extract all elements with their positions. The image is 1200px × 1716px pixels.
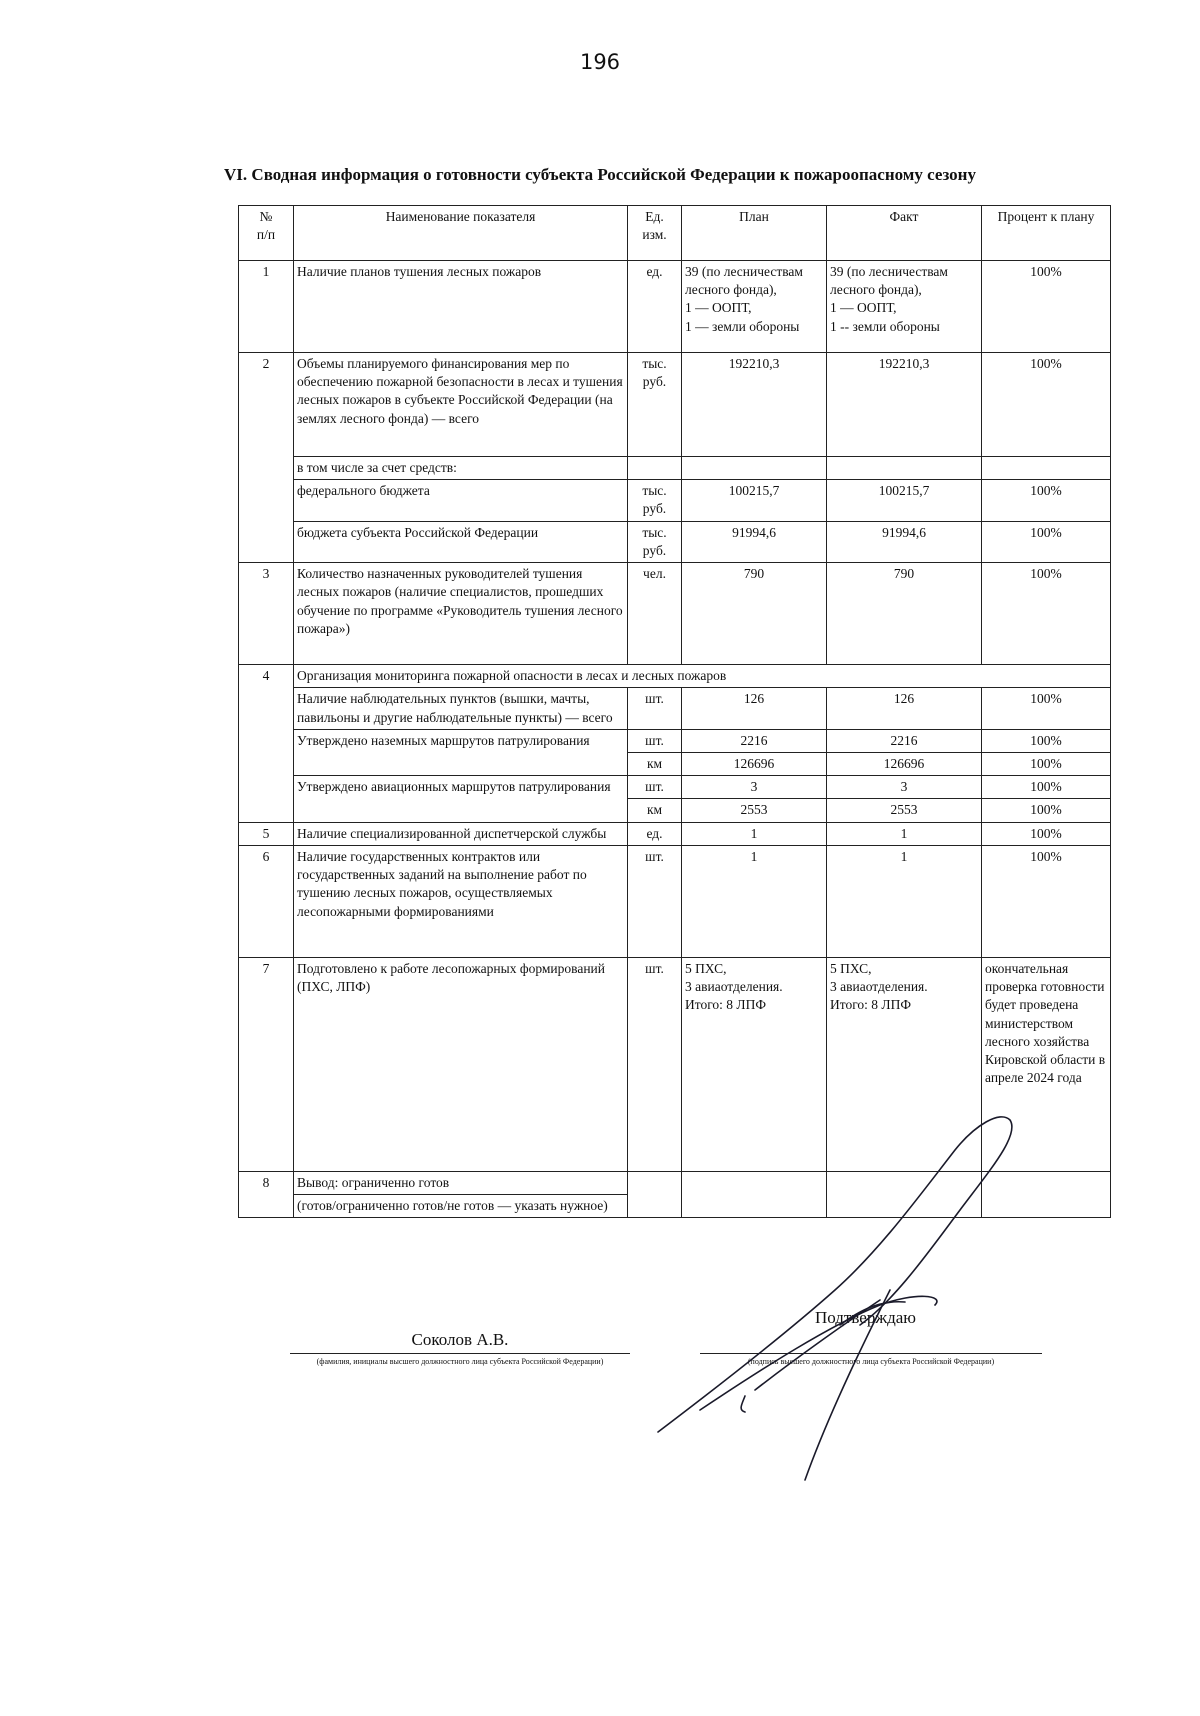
page-number: 196 — [579, 50, 621, 74]
row-fact: 192210,3 — [827, 353, 982, 457]
row-plan: 1 — [682, 822, 827, 845]
table-row — [239, 688, 1111, 729]
row-plan: 126696 — [682, 752, 827, 775]
row-percent: 100% — [982, 353, 1111, 457]
row-name: Количество назначенных руководителей тушения лесных пожаров (наличие специалистов, прошедших обучение по программе «Руководитель тушения лесного пожара») — [294, 563, 628, 665]
table-row — [239, 665, 1111, 688]
row-unit: шт. — [628, 776, 682, 799]
row-plan: 192210,3 — [682, 353, 827, 457]
row-percent: окончательная проверка готовности будет проведена министерством лесного хозяйства Кировской области в апреле 2024 года — [982, 957, 1111, 1171]
row-percent: 100% — [982, 480, 1111, 521]
row-name: Наличие наблюдательных пунктов (вышки, мачты, павильоны и другие наблюдательные пункты) — всего — [294, 688, 628, 729]
row-fact: 1 — [827, 822, 982, 845]
table-row — [239, 1171, 1111, 1194]
row-unit: ед. — [628, 261, 682, 353]
row-fact: 39 (по лесничествам лесного фонда), 1 — ООПТ, 1 -- земли обороны — [827, 261, 982, 353]
row-percent: 100% — [982, 688, 1111, 729]
table-row — [239, 261, 1111, 353]
header-num: № п/п — [239, 206, 294, 261]
row-plan: 2553 — [682, 799, 827, 822]
row-unit: км — [628, 799, 682, 822]
row-unit: шт. — [628, 845, 682, 957]
row-unit: шт. — [628, 729, 682, 752]
row-num: 7 — [239, 957, 294, 1171]
table-row — [239, 563, 1111, 665]
row-percent: 100% — [982, 752, 1111, 775]
name-caption: (фамилия, инициалы высшего должностного лица субъекта Российской Федерации) — [316, 1357, 604, 1366]
header-name: Наименование показателя — [294, 206, 628, 261]
row-fact: 790 — [827, 563, 982, 665]
row-fact: 3 — [827, 776, 982, 799]
row-unit: ед. — [628, 822, 682, 845]
row-plan: 2216 — [682, 729, 827, 752]
row-plan: 126 — [682, 688, 827, 729]
table-row — [239, 353, 1111, 457]
row-subheader: в том числе за счет средств: — [294, 457, 628, 480]
row-fact: 1 — [827, 845, 982, 957]
readiness-summary-table — [238, 205, 1111, 1218]
table-row — [239, 729, 1111, 752]
row-unit: шт. — [628, 688, 682, 729]
row-fact: 100215,7 — [827, 480, 982, 521]
official-name: Соколов А.В. — [411, 1330, 509, 1349]
row-name: Утверждено наземных маршрутов патрулирования — [294, 729, 628, 775]
row-num: 8 — [239, 1171, 294, 1217]
row-percent: 100% — [982, 521, 1111, 562]
row-percent: 100% — [982, 776, 1111, 799]
row-unit: тыс. руб. — [628, 521, 682, 562]
row-num: 1 — [239, 261, 294, 353]
row-name: Наличие государственных контрактов или государственных заданий на выполнение работ по тушению лесных пожаров, осуществляемых лесопожарными формированиями — [294, 845, 628, 957]
header-percent: Процент к плану — [982, 206, 1111, 261]
row-percent: 100% — [982, 563, 1111, 665]
signature-caption: (подпись высшего должностного лица субъекта Российской Федерации) — [747, 1357, 995, 1366]
row-percent: 100% — [982, 799, 1111, 822]
row-name: Наличие планов тушения лесных пожаров — [294, 261, 628, 353]
row-unit: чел. — [628, 563, 682, 665]
row-plan: 1 — [682, 845, 827, 957]
row-percent: 100% — [982, 261, 1111, 353]
row-unit: тыс. руб. — [628, 353, 682, 457]
row-fact: 5 ПХС, 3 авиаотделения. Итого: 8 ЛПФ — [827, 957, 982, 1171]
table-row — [239, 957, 1111, 1171]
row-plan: 100215,7 — [682, 480, 827, 521]
row-unit: тыс. руб. — [628, 480, 682, 521]
row-plan: 39 (по лесничествам лесного фонда), 1 — ООПТ, 1 — земли обороны — [682, 261, 827, 353]
row-fact: 126 — [827, 688, 982, 729]
row-plan: 5 ПХС, 3 авиаотделения. Итого: 8 ЛПФ — [682, 957, 827, 1171]
row-plan: 91994,6 — [682, 521, 827, 562]
row-plan: 790 — [682, 563, 827, 665]
signature-line — [700, 1353, 1042, 1354]
row-num: 4 — [239, 665, 294, 823]
row-plan: 3 — [682, 776, 827, 799]
row-note: (готов/ограниченно готов/не готов — указать нужное) — [294, 1195, 628, 1218]
name-line — [290, 1353, 630, 1354]
row-name: Подготовлено к работе лесопожарных формирований (ПХС, ЛПФ) — [294, 957, 628, 1171]
table-row — [239, 822, 1111, 845]
section-title: VI. Сводная информация о готовности субъекта Российской Федерации к пожароопасному сезону — [224, 165, 976, 184]
row-name: Наличие специализированной диспетчерской службы — [294, 822, 628, 845]
row-unit: км — [628, 752, 682, 775]
table-row — [239, 521, 1111, 562]
row-name: Вывод: ограниченно готов — [294, 1171, 628, 1194]
row-name: Утверждено авиационных маршрутов патрулирования — [294, 776, 628, 822]
table-row — [239, 776, 1111, 799]
row-unit: шт. — [628, 957, 682, 1171]
row-num: 2 — [239, 353, 294, 563]
row-fact: 91994,6 — [827, 521, 982, 562]
table-row — [239, 457, 1111, 480]
row-name: Организация мониторинга пожарной опасности в лесах и лесных пожаров — [294, 665, 1111, 688]
header-unit: Ед. изм. — [628, 206, 682, 261]
row-percent: 100% — [982, 822, 1111, 845]
row-name: бюджета субъекта Российской Федерации — [294, 521, 628, 562]
row-num: 3 — [239, 563, 294, 665]
header-fact: Факт — [827, 206, 982, 261]
row-percent: 100% — [982, 729, 1111, 752]
table-header-row — [239, 206, 1111, 261]
row-name: Объемы планируемого финансирования мер по обеспечению пожарной безопасности в лесах и тушения лесных пожаров в субъекте Российской Федерации (на землях лесного фонда) — всего — [294, 353, 628, 457]
row-fact: 2216 — [827, 729, 982, 752]
row-name: федерального бюджета — [294, 480, 628, 521]
table-row — [239, 845, 1111, 957]
table-row — [239, 480, 1111, 521]
signature-block — [0, 1300, 1200, 1500]
row-num: 6 — [239, 845, 294, 957]
row-fact: 126696 — [827, 752, 982, 775]
row-fact: 2553 — [827, 799, 982, 822]
row-num: 5 — [239, 822, 294, 845]
header-plan: План — [682, 206, 827, 261]
row-percent: 100% — [982, 845, 1111, 957]
confirm-label: Подтверждаю — [815, 1308, 916, 1327]
